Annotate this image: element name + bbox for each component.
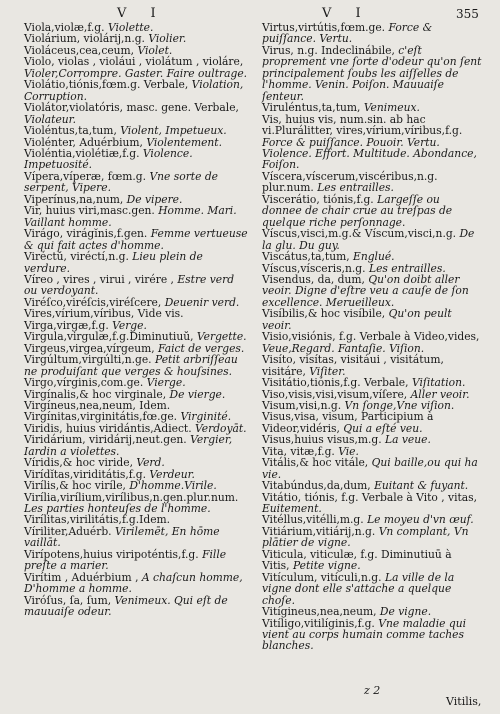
entry-gloss: Veue,Regard. Fantaſie. Viſion. [262, 341, 425, 355]
entry-gloss: Les entrailles. [368, 261, 446, 275]
entry-headword: Violo, violas , violáui , violátum , violáre, [24, 55, 244, 69]
entry-gloss: c'eſt proprement vne ſorte d'odeur qu'on ſent principalement ſoubs les aiſſelles de l'homme. Venin. Poiſon. Mauuaiſe ſenteur. [262, 43, 482, 103]
entry-gloss: Qu'on doibt aller veoir. Digne d'eſtre veu a cauſe de ſon excellence. Merueilleux. [262, 272, 469, 309]
entry-headword: Vires,vírium,víribus, Vide vis. [24, 307, 184, 321]
entry-gloss: Vergier, Iardin a violettes. [24, 433, 233, 458]
entry-gloss: Violent, Impetueux. [120, 124, 227, 138]
dictionary-entry [262, 331, 482, 354]
dictionary-entry [24, 205, 250, 228]
entry-gloss: Vie. [338, 444, 359, 458]
entry-gloss: Violier. [148, 32, 187, 46]
dictionary-entry [262, 45, 482, 102]
entry-headword: Visitátio,tiónis,f.g. Verbale, [262, 376, 409, 390]
entry-gloss: Petit arbriſſeau ne produiſant que verges & houſsines. [24, 353, 238, 378]
entry-headword: Vípera,víperæ, fœm.g. [24, 169, 147, 183]
dictionary-entry [24, 148, 250, 171]
entry-gloss: Force & puiſſance. Pouoir. Vertu. Violence. Effort. Multitude. Abondance, Foiſon. [262, 135, 477, 172]
page-footer [0, 683, 500, 711]
catchword: Vitilis, [446, 695, 482, 708]
entry-gloss: La veue. [385, 433, 431, 447]
dictionary-entry [24, 56, 250, 79]
entry-gloss: Fille preſte a marier. [24, 547, 227, 573]
entry-gloss: Vierge. [146, 376, 186, 390]
entry-headword: Virus, n.g. Indeclinábile, [262, 43, 395, 57]
entry-headword: Viola,violæ,f.g. [24, 21, 105, 34]
entry-gloss: Virilemēt, En hōme vaillāt. [24, 524, 220, 550]
entry-gloss: Faict de verges. [158, 341, 245, 355]
entry-headword: Visus,huius visus,m.g. [262, 433, 382, 447]
right-running-head: V I [322, 6, 371, 21]
entry-headword: Víreo , vires , virui , virére , [24, 272, 174, 286]
entry-gloss: Vergette. [196, 330, 247, 344]
entry-headword: Vitális,& hoc vitále, [262, 456, 369, 470]
signature-mark: z 2 [364, 684, 381, 697]
dictionary-entry [262, 411, 482, 434]
entry-headword: Virágo, virágĭnis,f.gen. [24, 227, 148, 241]
dictionary-entry [24, 251, 250, 274]
entry-headword: Víscus,vísceris,n.g. [262, 261, 366, 275]
entry-gloss: Estre verd ou verdoyant. [24, 272, 235, 298]
entry-headword: Visíbilis,& hoc visíbile, [262, 307, 386, 321]
dictionary-entry [262, 354, 482, 377]
entry-headword: Víscus,visci,m.g.& Víscum,visci,n.g. [262, 227, 457, 241]
entry-headword: Violéntia,violétiæ,f.g. [24, 146, 140, 160]
dictionary-entry [24, 595, 250, 618]
entry-headword: Virílitas,virilitátis,f.g.Idem. [24, 513, 171, 527]
entry-gloss: De la glu. Du guy. [262, 227, 475, 252]
entry-headword: Viso,visis,visi,visum,víſere, [262, 387, 408, 401]
entry-gloss: Largeſſe ou donnee de chair crue au treſpas de quelque riche perſonnage. [262, 192, 453, 229]
left-running-head: V I [117, 6, 166, 21]
entry-gloss: D'homme.Virile. [129, 479, 217, 493]
entry-gloss: Venimeux. Qui eſt de mauuaiſe odeur. [24, 593, 228, 619]
entry-headword: Víscera,víscerum,viscéribus,n.g. plur.num. [262, 169, 438, 195]
entry-gloss: Vne sorte de serpent, Vipere. [24, 169, 218, 195]
dictionary-entry [262, 618, 482, 652]
dictionary-entry [262, 228, 482, 251]
entry-gloss: Qui baille,ou qui ha vie. [262, 456, 478, 481]
entry-headword: Vitículum, vitículi,n.g. [262, 570, 382, 584]
entry-gloss: Viſitation. [411, 376, 466, 390]
entry-gloss: Verdoyāt. [195, 421, 247, 435]
dictionary-entry [24, 526, 250, 549]
entry-gloss: Violation, Corruption. [24, 78, 244, 103]
dictionary-entry [262, 274, 482, 308]
entry-headword: Virtus,virtútis,fœm.ge. [262, 21, 386, 34]
page-number: 355 [456, 7, 479, 21]
entry-gloss: De vigne. [379, 605, 432, 619]
right-column [262, 22, 482, 652]
entry-headword: Viréctŭ, viréctí,n.g. [24, 250, 129, 264]
entry-headword: Violátor,violatóris, masc. gene. Verbale, [24, 101, 239, 115]
entry-headword: Violáceus,cea,ceum, [24, 43, 135, 57]
dictionary-entry [262, 194, 482, 228]
entry-gloss: Englué. [353, 250, 395, 264]
left-column [24, 22, 250, 618]
entry-headword: Viridárium, viridárij,neut.gen. [24, 433, 187, 447]
entry-gloss: Force & puiſſance. Vertu. [262, 21, 433, 46]
entry-gloss: Euitant & fuyant. [374, 479, 469, 493]
entry-gloss: Verge. [112, 318, 147, 332]
entry-headword: Vitígineus,nea,neum, [262, 605, 377, 619]
dictionary-entry [262, 526, 482, 549]
dictionary-entry [24, 79, 250, 102]
entry-headword: Vitéllus,vitélli,m.g. [262, 513, 364, 527]
entry-headword: Virgúltum,virgúlti,n.ge. [24, 353, 152, 367]
entry-gloss: A chaſcun homme, D'homme a homme. [24, 570, 243, 596]
entry-gloss: Violette. [107, 21, 154, 34]
entry-headword: Virítim , Aduérbium , [24, 570, 139, 584]
entry-headword: Vitabúndus,da,dum, [262, 479, 371, 493]
dictionary-entry [262, 171, 482, 194]
entry-headword: Virgo,vírginis,com.ge. [24, 376, 144, 390]
entry-headword: Violénter, Aduérbium, [24, 135, 143, 149]
entry-gloss: De vipere. [126, 192, 183, 206]
dictionary-entry [262, 22, 482, 45]
entry-headword: Vitiárium,vitiárij,n.g. [262, 524, 376, 538]
running-header [0, 6, 500, 22]
entry-gloss: Violentement. [146, 135, 222, 149]
dictionary-entry [262, 457, 482, 480]
entry-headword: Visio,visiónis, f.g. Verbale à Video,vides, [262, 330, 480, 344]
dictionary-entry [24, 434, 250, 457]
entry-gloss: Les entrailles. [317, 181, 394, 195]
entry-gloss: Les parties honteuſes de l'homme. [24, 502, 211, 516]
entry-gloss: Homme. Mari. Vaillant homme. [24, 204, 237, 229]
entry-headword: Virília,virílium,virílibus,n.gen.plur.num. [24, 490, 239, 504]
entry-headword: Virgínalis,& hoc virginale, [24, 387, 167, 401]
entry-headword: Virgíneus,nea,neum, Idem. [24, 398, 171, 412]
entry-gloss: Verd. [136, 456, 165, 470]
entry-headword: Vita, vitæ,f.g. [262, 444, 335, 458]
entry-gloss: Venimeux. [363, 101, 420, 115]
entry-gloss: Virginité. [180, 410, 232, 424]
entry-gloss: Qui a eſté veu. [343, 421, 423, 435]
entry-gloss: Violence. Impetuosité. [24, 146, 193, 172]
entry-gloss: Verdeur. [149, 467, 195, 481]
entry-headword: Virídĭtas,viriditátis,f.g. [24, 467, 146, 481]
entry-headword: Viscátus,ta,tum, [262, 250, 350, 264]
entry-headword: Virgínitas,virginitátis,fœ.ge. [24, 410, 178, 424]
dictionary-entry [262, 114, 482, 171]
entry-headword: Víriliter,Aduérb. [24, 524, 112, 538]
entry-headword: Viperínus,na,num, [24, 192, 124, 206]
entry-headword: Violátio,tiónis,fœm.g. Verbale, [24, 78, 189, 92]
dictionary-entry [262, 572, 482, 606]
entry-headword: Víridis,& hoc viride, [24, 456, 133, 470]
entry-headword: Viridis, huius viridántis,Adiect. [24, 421, 192, 435]
entry-gloss: De vierge. [169, 387, 226, 401]
entry-headword: Vir, huius viri,masc.gen. [24, 204, 155, 218]
dictionary-entry [24, 492, 250, 515]
entry-headword: Vitíligo,vitilíginis,f.g. [262, 616, 375, 630]
dictionary-entry [24, 102, 250, 125]
entry-headword: Visum,visi,n.g. [262, 398, 342, 412]
entry-headword: Visendus, da, dum, [262, 272, 365, 286]
entry-headword: Viscerátio, tiónis,f.g. [262, 192, 374, 206]
entry-headword: Viróſus, ſa, ſum, [24, 593, 112, 607]
entry-gloss: Violer,Corrompre. Gaster. Faire oultrage. [24, 66, 248, 80]
dictionary-entry [24, 228, 250, 251]
entry-headword: Viréſco,viréſcis,viréſcere, [24, 295, 162, 309]
dictionary-entry [24, 274, 250, 297]
entry-headword: Violárium, violárij,n.g. [24, 32, 145, 46]
dictionary-entry [262, 308, 482, 331]
entry-headword: Viruléntus,ta,tum, [262, 101, 361, 115]
entry-gloss: Aller veoir. [410, 387, 470, 401]
entry-gloss: Petite vigne. [292, 559, 361, 573]
entry-gloss: Vn ſonge,Vne viſion. [344, 398, 455, 412]
entry-gloss: Vne maladie qui vient au corps humain comme taches blanches. [262, 616, 466, 653]
entry-gloss: Violet. [137, 43, 173, 57]
dictionary-entry [262, 492, 482, 515]
entry-headword: Virga,virgæ,f.g. [24, 318, 109, 332]
entry-headword: Vitátio, tiónis, f.g. Verbale à Vito , vitas, [262, 490, 478, 504]
dictionary-entry [262, 549, 482, 572]
entry-gloss: La ville de la vigne dont elle s'attache a quelque choſe. [262, 570, 455, 607]
entry-headword: Visíto, visítas, visitáui , visitátum, visitáre, [262, 353, 444, 378]
entry-gloss: Deuenir verd. [164, 295, 240, 309]
entry-gloss: Le moyeu d'vn œuf. [367, 513, 474, 527]
entry-headword: Virípotens,huius viripoténtis,f.g. [24, 547, 199, 561]
entry-headword: Virgeus,virgea,vírgeum, [24, 341, 155, 355]
dictionary-entry [24, 354, 250, 377]
dictionary-entry [24, 171, 250, 194]
entry-headword: Virgula,virgulæ,f.g.Diminutiuŭ, [24, 330, 194, 344]
entry-gloss: Violateur. [24, 112, 77, 126]
entry-headword: Virílis,& hoc viríle, [24, 479, 126, 493]
entry-gloss: Lieu plein de verdure. [24, 250, 203, 275]
dictionary-entry [24, 572, 250, 595]
entry-gloss: Qu'on peult veoir. [262, 307, 452, 332]
entry-headword: Visus,visa, visum, Participium à Videor,vidéris, [262, 410, 434, 435]
entry-headword: Violéntus,ta,tum, [24, 124, 117, 138]
entry-headword: Viticula, viticulæ, f.g. Diminutiuū à Vitis, [262, 547, 452, 573]
entry-gloss: Vn complant, Vn plātier de vigne. [262, 524, 469, 550]
entry-gloss: Viſiter. [309, 364, 346, 378]
entry-headword: Vis, huius vis, num.sin. ab hac vi.Plurálitter, vires,vírium,víribus,f.g. [262, 112, 463, 138]
dictionary-entry [24, 549, 250, 572]
entry-gloss: Euitement. [262, 502, 322, 516]
entry-gloss: Femme vertueuse & qui fait actes d'homme. [24, 227, 248, 252]
